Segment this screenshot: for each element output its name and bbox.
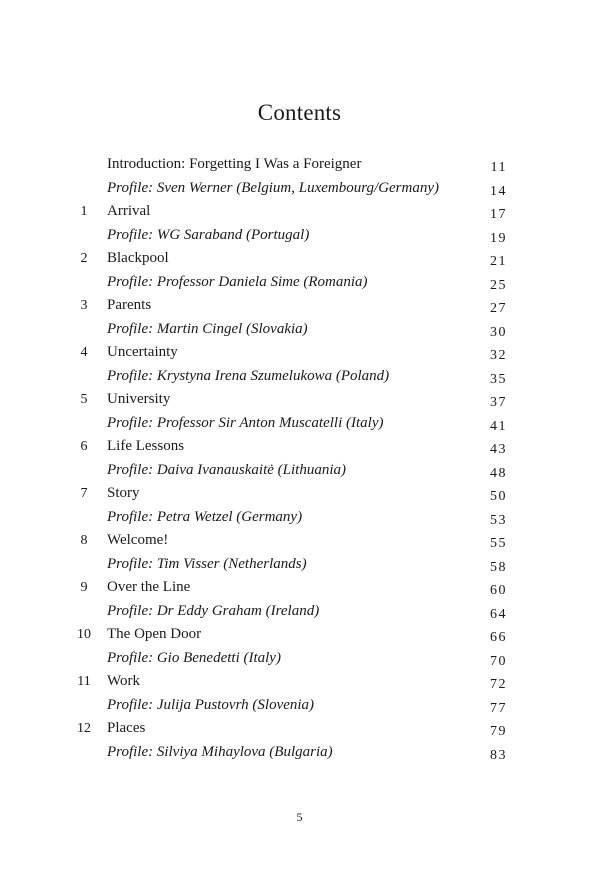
toc-chapter-entry bbox=[0, 482, 599, 506]
toc-profile-entry bbox=[0, 318, 599, 342]
entry-title: Profile: Professor Daniela Sime (Romania) bbox=[107, 273, 368, 290]
toc-profile-entry bbox=[0, 412, 599, 436]
toc-profile-entry bbox=[0, 506, 599, 530]
entry-title: Profile: Silviya Mihaylova (Bulgaria) bbox=[107, 743, 333, 760]
entry-page-number: 58 bbox=[490, 559, 507, 575]
entry-page-number: 79 bbox=[490, 724, 507, 739]
toc-chapter-entry bbox=[0, 294, 599, 318]
entry-title: Work bbox=[107, 673, 140, 689]
toc-profile-entry bbox=[0, 177, 599, 201]
chapter-number: 8 bbox=[80, 533, 88, 548]
entry-title: Profile: Krystyna Irena Szumelukowa (Poland) bbox=[107, 367, 390, 384]
entry-page-number: 64 bbox=[490, 606, 507, 622]
chapter-number: 6 bbox=[80, 439, 88, 454]
entry-page-number: 37 bbox=[490, 395, 507, 410]
entry-title: Places bbox=[107, 720, 146, 736]
chapter-number: 12 bbox=[77, 721, 91, 736]
entry-page-number: 53 bbox=[490, 512, 507, 528]
entry-page-number: 27 bbox=[490, 301, 507, 316]
chapter-number: 1 bbox=[80, 204, 88, 219]
entry-page-number: 43 bbox=[490, 442, 507, 457]
entry-page-number: 19 bbox=[490, 230, 507, 246]
entry-page-number: 30 bbox=[490, 324, 507, 340]
chapter-number: 11 bbox=[77, 674, 91, 689]
entry-page-number: 50 bbox=[490, 489, 507, 504]
entry-page-number: 41 bbox=[490, 418, 507, 434]
chapter-number: 2 bbox=[80, 251, 88, 266]
entry-title: Uncertainty bbox=[107, 344, 178, 360]
entry-page-number: 35 bbox=[490, 371, 507, 387]
entry-page-number: 17 bbox=[490, 207, 507, 222]
entry-page-number: 55 bbox=[490, 536, 507, 551]
entry-page-number: 25 bbox=[490, 277, 507, 293]
entry-page-number: 77 bbox=[490, 700, 507, 716]
chapter-number: 7 bbox=[80, 486, 88, 501]
toc-chapter-entry bbox=[0, 717, 599, 741]
entry-title: Profile: WG Saraband (Portugal) bbox=[107, 226, 310, 243]
toc-chapter-entry bbox=[0, 623, 599, 647]
entry-title: Arrival bbox=[107, 203, 151, 219]
entry-title: Over the Line bbox=[107, 579, 191, 595]
toc-profile-entry bbox=[0, 647, 599, 671]
toc-profile-entry bbox=[0, 459, 599, 483]
entry-page-number: 83 bbox=[490, 747, 507, 763]
toc-profile-entry bbox=[0, 741, 599, 765]
toc-chapter-entry bbox=[0, 247, 599, 271]
entry-page-number: 70 bbox=[490, 653, 507, 669]
entry-page-number: 72 bbox=[490, 677, 507, 692]
toc-profile-entry bbox=[0, 694, 599, 718]
entry-page-number: 21 bbox=[490, 254, 507, 269]
entry-title: Profile: Julija Pustovrh (Slovenia) bbox=[107, 696, 315, 713]
entry-title: Profile: Daiva Ivanauskaitė (Lithuania) bbox=[107, 461, 346, 478]
toc-profile-entry bbox=[0, 271, 599, 295]
entry-page-number: 11 bbox=[490, 160, 507, 175]
chapter-number: 5 bbox=[80, 392, 88, 407]
entry-title: The Open Door bbox=[107, 626, 202, 642]
entry-title: Parents bbox=[107, 297, 152, 313]
toc-profile-entry bbox=[0, 600, 599, 624]
page-number: 5 bbox=[296, 810, 303, 824]
entry-page-number: 48 bbox=[490, 465, 507, 481]
entry-title: Introduction: Forgetting I Was a Foreigner bbox=[107, 156, 362, 172]
entry-page-number: 60 bbox=[490, 583, 507, 598]
toc-chapter-entry bbox=[0, 200, 599, 224]
page-title: Contents bbox=[257, 100, 342, 125]
entry-page-number: 32 bbox=[490, 348, 507, 363]
entry-title: Life Lessons bbox=[107, 438, 185, 454]
chapter-number: 3 bbox=[80, 298, 88, 313]
entry-title: Blackpool bbox=[107, 250, 169, 266]
toc-chapter-entry bbox=[0, 435, 599, 459]
toc-chapter-entry bbox=[0, 670, 599, 694]
entry-title: Profile: Gio Benedetti (Italy) bbox=[107, 649, 281, 666]
entry-title: Welcome! bbox=[107, 532, 169, 548]
entry-page-number: 14 bbox=[490, 183, 507, 199]
toc-chapter-entry bbox=[0, 529, 599, 553]
entry-page-number: 66 bbox=[490, 630, 507, 645]
toc-chapter-entry bbox=[0, 388, 599, 412]
entry-title: Profile: Tim Visser (Netherlands) bbox=[107, 555, 307, 572]
entry-title: Profile: Professor Sir Anton Muscatelli (Italy) bbox=[107, 414, 384, 431]
entry-title: University bbox=[107, 391, 171, 407]
toc-chapter-entry bbox=[0, 153, 599, 177]
entry-title: Profile: Martin Cingel (Slovakia) bbox=[107, 320, 308, 337]
toc-profile-entry bbox=[0, 224, 599, 248]
entry-title: Profile: Dr Eddy Graham (Ireland) bbox=[107, 602, 320, 619]
toc-chapter-entry bbox=[0, 341, 599, 365]
entry-title: Profile: Sven Werner (Belgium, Luxembourg/Germany) bbox=[107, 179, 440, 196]
entry-title: Profile: Petra Wetzel (Germany) bbox=[107, 508, 303, 525]
toc-profile-entry bbox=[0, 553, 599, 577]
entry-title: Story bbox=[107, 485, 140, 501]
toc-profile-entry bbox=[0, 365, 599, 389]
chapter-number: 4 bbox=[80, 345, 88, 360]
table-of-contents bbox=[0, 153, 599, 764]
toc-chapter-entry bbox=[0, 576, 599, 600]
chapter-number: 10 bbox=[77, 627, 91, 642]
chapter-number: 9 bbox=[80, 580, 88, 595]
